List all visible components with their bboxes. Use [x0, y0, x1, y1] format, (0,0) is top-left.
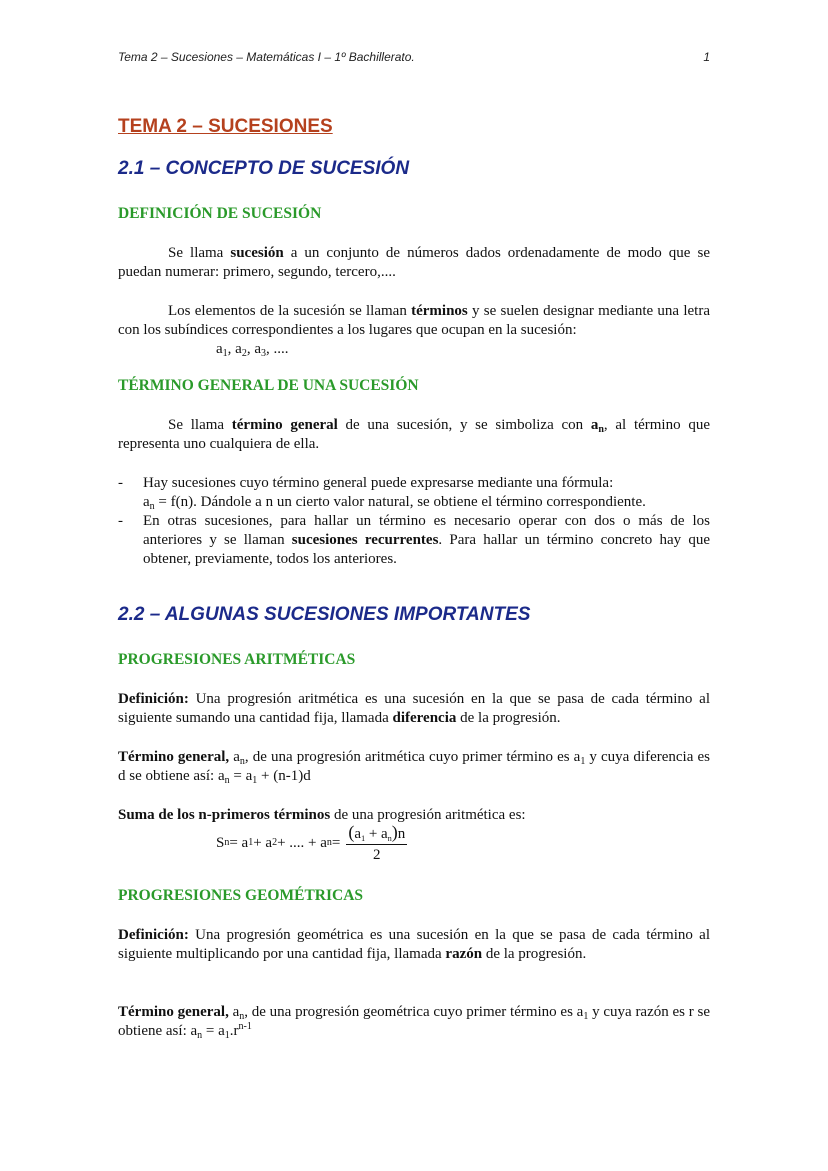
- fraction-denominator: 2: [373, 847, 381, 863]
- subheading-progresiones-geometricas: PROGRESIONES GEOMÉTRICAS: [118, 887, 364, 904]
- paragraph-terminos: Los elementos de la sucesión se llaman términos y se suelen designar mediante una letra con los subíndices correspondientes a los lugares que ocupan en la sucesión:: [118, 303, 710, 338]
- running-title: Tema 2 – Sucesiones – Matemáticas I – 1º Bachillerato.: [118, 50, 415, 64]
- section-title-2-2: 2.2 – ALGUNAS SUCESIONES IMPORTANTES: [118, 604, 531, 625]
- paragraph-termino-general: Se llama término general de una sucesión, y se simboliza con $a_n$, al término que representa uno cualquiera de ella.: [118, 417, 710, 452]
- paragraph-pg-definicion: Definición: Una progresión geométrica es una sucesión en la que se pasa de cada término al siguiente multiplicando por una cantidad fija, llamada razón de la progresión.: [118, 927, 710, 962]
- paragraph-definicion: Se llama sucesión a un conjunto de números dados ordenadamente de modo que se puedan numerar: primero, segundo, tercero,....: [118, 245, 710, 280]
- paragraph-pg-termino-general: Término general, $a_n$, de una progresión geométrica cuyo primer término es $a_1$ y cuya razón es r se obtiene así: $a_n = a_1.r^{n-1}$: [118, 1004, 711, 1041]
- sum-fraction: [346, 822, 407, 864]
- paragraph-pa-termino-general: Término general, $a_n$, de una progresión aritmética cuyo primer término es $a_1$ y cuya diferencia es d se obtiene así: $a_n = a_1 + (n-1)d$: [118, 749, 710, 786]
- paragraph-suma: Suma de los n-primeros términos de una progresión aritmética es:: [118, 807, 526, 823]
- running-header: [118, 50, 710, 64]
- bullet-list: [118, 474, 710, 569]
- sequence-notation: $a_1$, $a_2$, $a_3$, ....: [216, 341, 289, 359]
- subheading-definicion: DEFINICIÓN DE SUCESIÓN: [118, 205, 322, 222]
- page-number: 1: [703, 50, 710, 64]
- fraction-numerator: $(a_1 + a_n)n$: [348, 822, 406, 843]
- paragraph-pa-definicion: Definición: Una progresión aritmética es una sucesión en la que se pasa de cada término al siguiente sumando una cantidad fija, llamada diferencia de la progresión.: [118, 691, 710, 726]
- document-title: TEMA 2 – SUCESIONES: [118, 116, 333, 137]
- subheading-termino-general: TÉRMINO GENERAL DE UNA SUCESIÓN: [118, 377, 419, 394]
- section-title-2-1: 2.1 – CONCEPTO DE SUCESIÓN: [118, 158, 410, 179]
- sum-formula: S n = a 1 + a 2 + .... + a n = $\frac{(a_1 + a_n)n}{2}$: [216, 822, 406, 863]
- list-item: - Hay sucesiones cuyo término general puede expresarse mediante una fórmula: $a_n = f(n)$. Dándole a n un cierto valor natural, se obtiene el término correspondiente.: [118, 474, 710, 512]
- subheading-progresiones-aritmeticas: PROGRESIONES ARITMÉTICAS: [118, 651, 356, 668]
- list-item: - En otras sucesiones, para hallar un término es necesario operar con dos o más de los anteriores y se llaman sucesiones recurrentes. Para hallar un término concreto hay que obtener, previamente, todos los anteriores.: [118, 512, 710, 569]
